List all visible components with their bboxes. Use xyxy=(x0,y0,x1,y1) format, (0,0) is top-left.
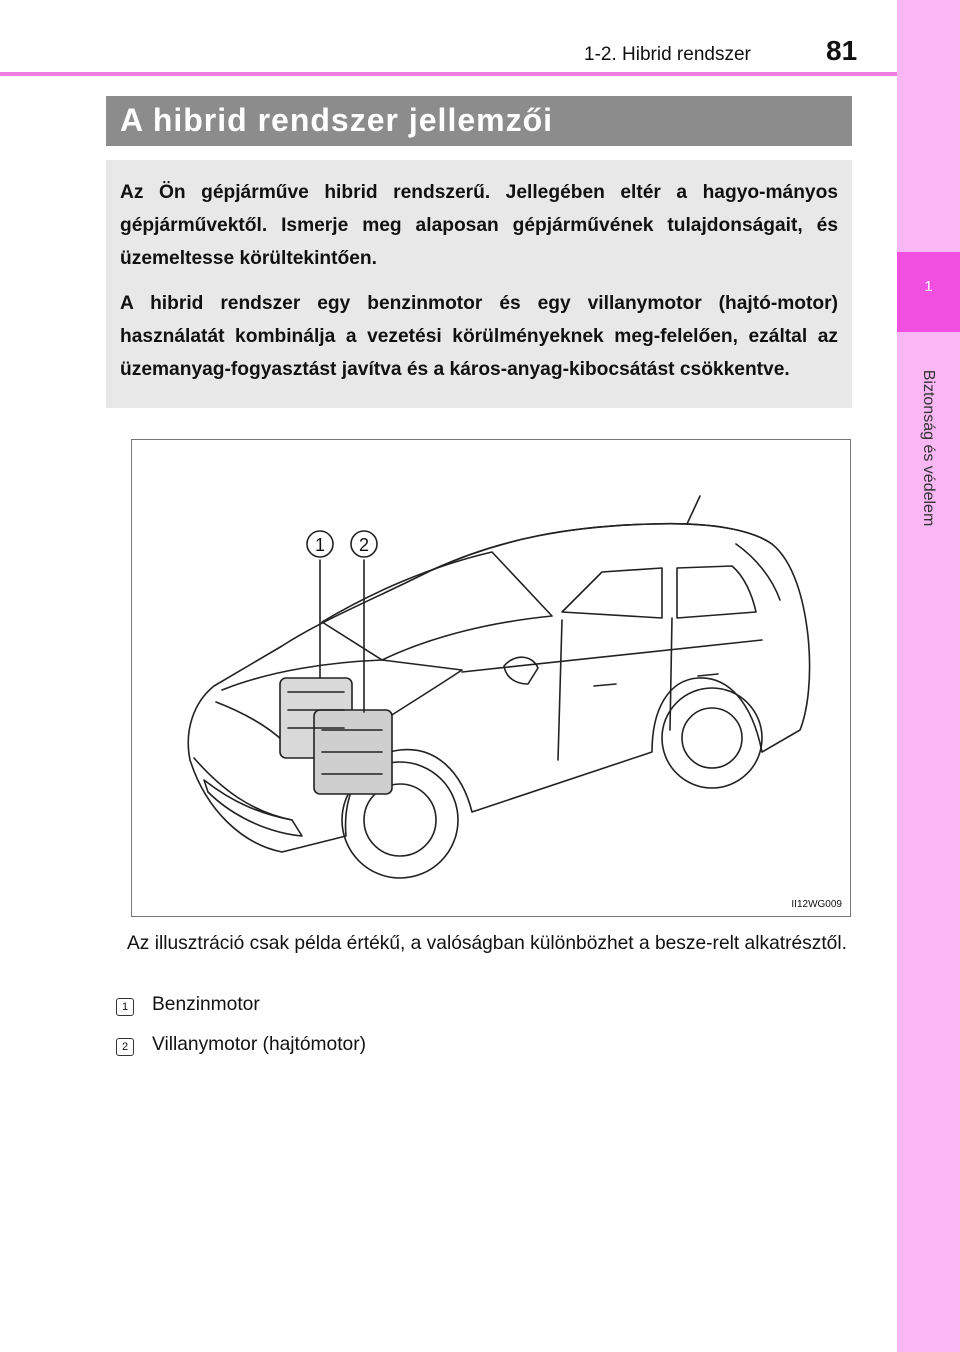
car-antenna xyxy=(687,496,700,524)
intro-box xyxy=(106,160,852,408)
car-headlight xyxy=(216,702,284,742)
car-roofline xyxy=(432,524,772,570)
car-front-bumper xyxy=(194,758,292,820)
car-illustration xyxy=(131,439,851,917)
chapter-number: 1 xyxy=(924,278,933,295)
figure-code: II12WG009 xyxy=(791,899,842,910)
callout-number-2: 2 xyxy=(358,535,370,555)
page-title: A hibrid rendszer jellemzői xyxy=(120,102,554,138)
car-side-window-front xyxy=(562,568,662,618)
car-door-handle xyxy=(594,684,616,686)
car-door-line xyxy=(558,620,562,760)
car-drawing xyxy=(132,440,850,916)
section-heading: 1-2. Hibrid rendszer xyxy=(584,44,751,65)
intro-paragraph: Az Ön gépjárműve hibrid rendszerű. Jellegében eltér a hagyo-mányos gépjárművektől. Ismerje meg alaposan gépjárművének tulajdonságait, és üzemeltesse körültekintően. xyxy=(120,182,838,269)
car-door-line xyxy=(670,618,672,730)
rear-wheel xyxy=(662,688,762,788)
header-divider xyxy=(0,72,897,76)
legend-number: 2 xyxy=(116,1038,134,1056)
car-door-handle xyxy=(698,674,718,676)
page-number: 81 xyxy=(826,35,858,66)
title-bar xyxy=(106,96,852,146)
chapter-sidebar xyxy=(897,0,960,1352)
callout-number-1: 1 xyxy=(314,535,326,555)
car-side-window-rear xyxy=(677,566,756,618)
car-rear-window xyxy=(736,544,780,600)
figure-caption: Az illusztráció csak példa értékű, a valóságban különbözhet a besze-relt alkatrésztől. xyxy=(127,933,847,954)
chapter-label: Biztonság és védelem xyxy=(920,369,937,527)
car-grille xyxy=(204,780,302,836)
intro-paragraph: A hibrid rendszer egy benzinmotor és egy villanymotor (hajtó-motor) használatát kombinálja a vezetési körülményeknek meg-felelően, ezáltal az üzemanyag-fogyasztást javítva és a káros-anyag-kibocsátást csökkentve. xyxy=(120,293,838,380)
car-mirror xyxy=(504,657,538,684)
legend-number: 1 xyxy=(116,998,134,1016)
rear-wheel-hub xyxy=(682,708,742,768)
legend-label: Villanymotor (hajtómotor) xyxy=(152,1034,366,1055)
car-belt-line xyxy=(462,640,762,672)
legend-label: Benzinmotor xyxy=(152,994,260,1015)
